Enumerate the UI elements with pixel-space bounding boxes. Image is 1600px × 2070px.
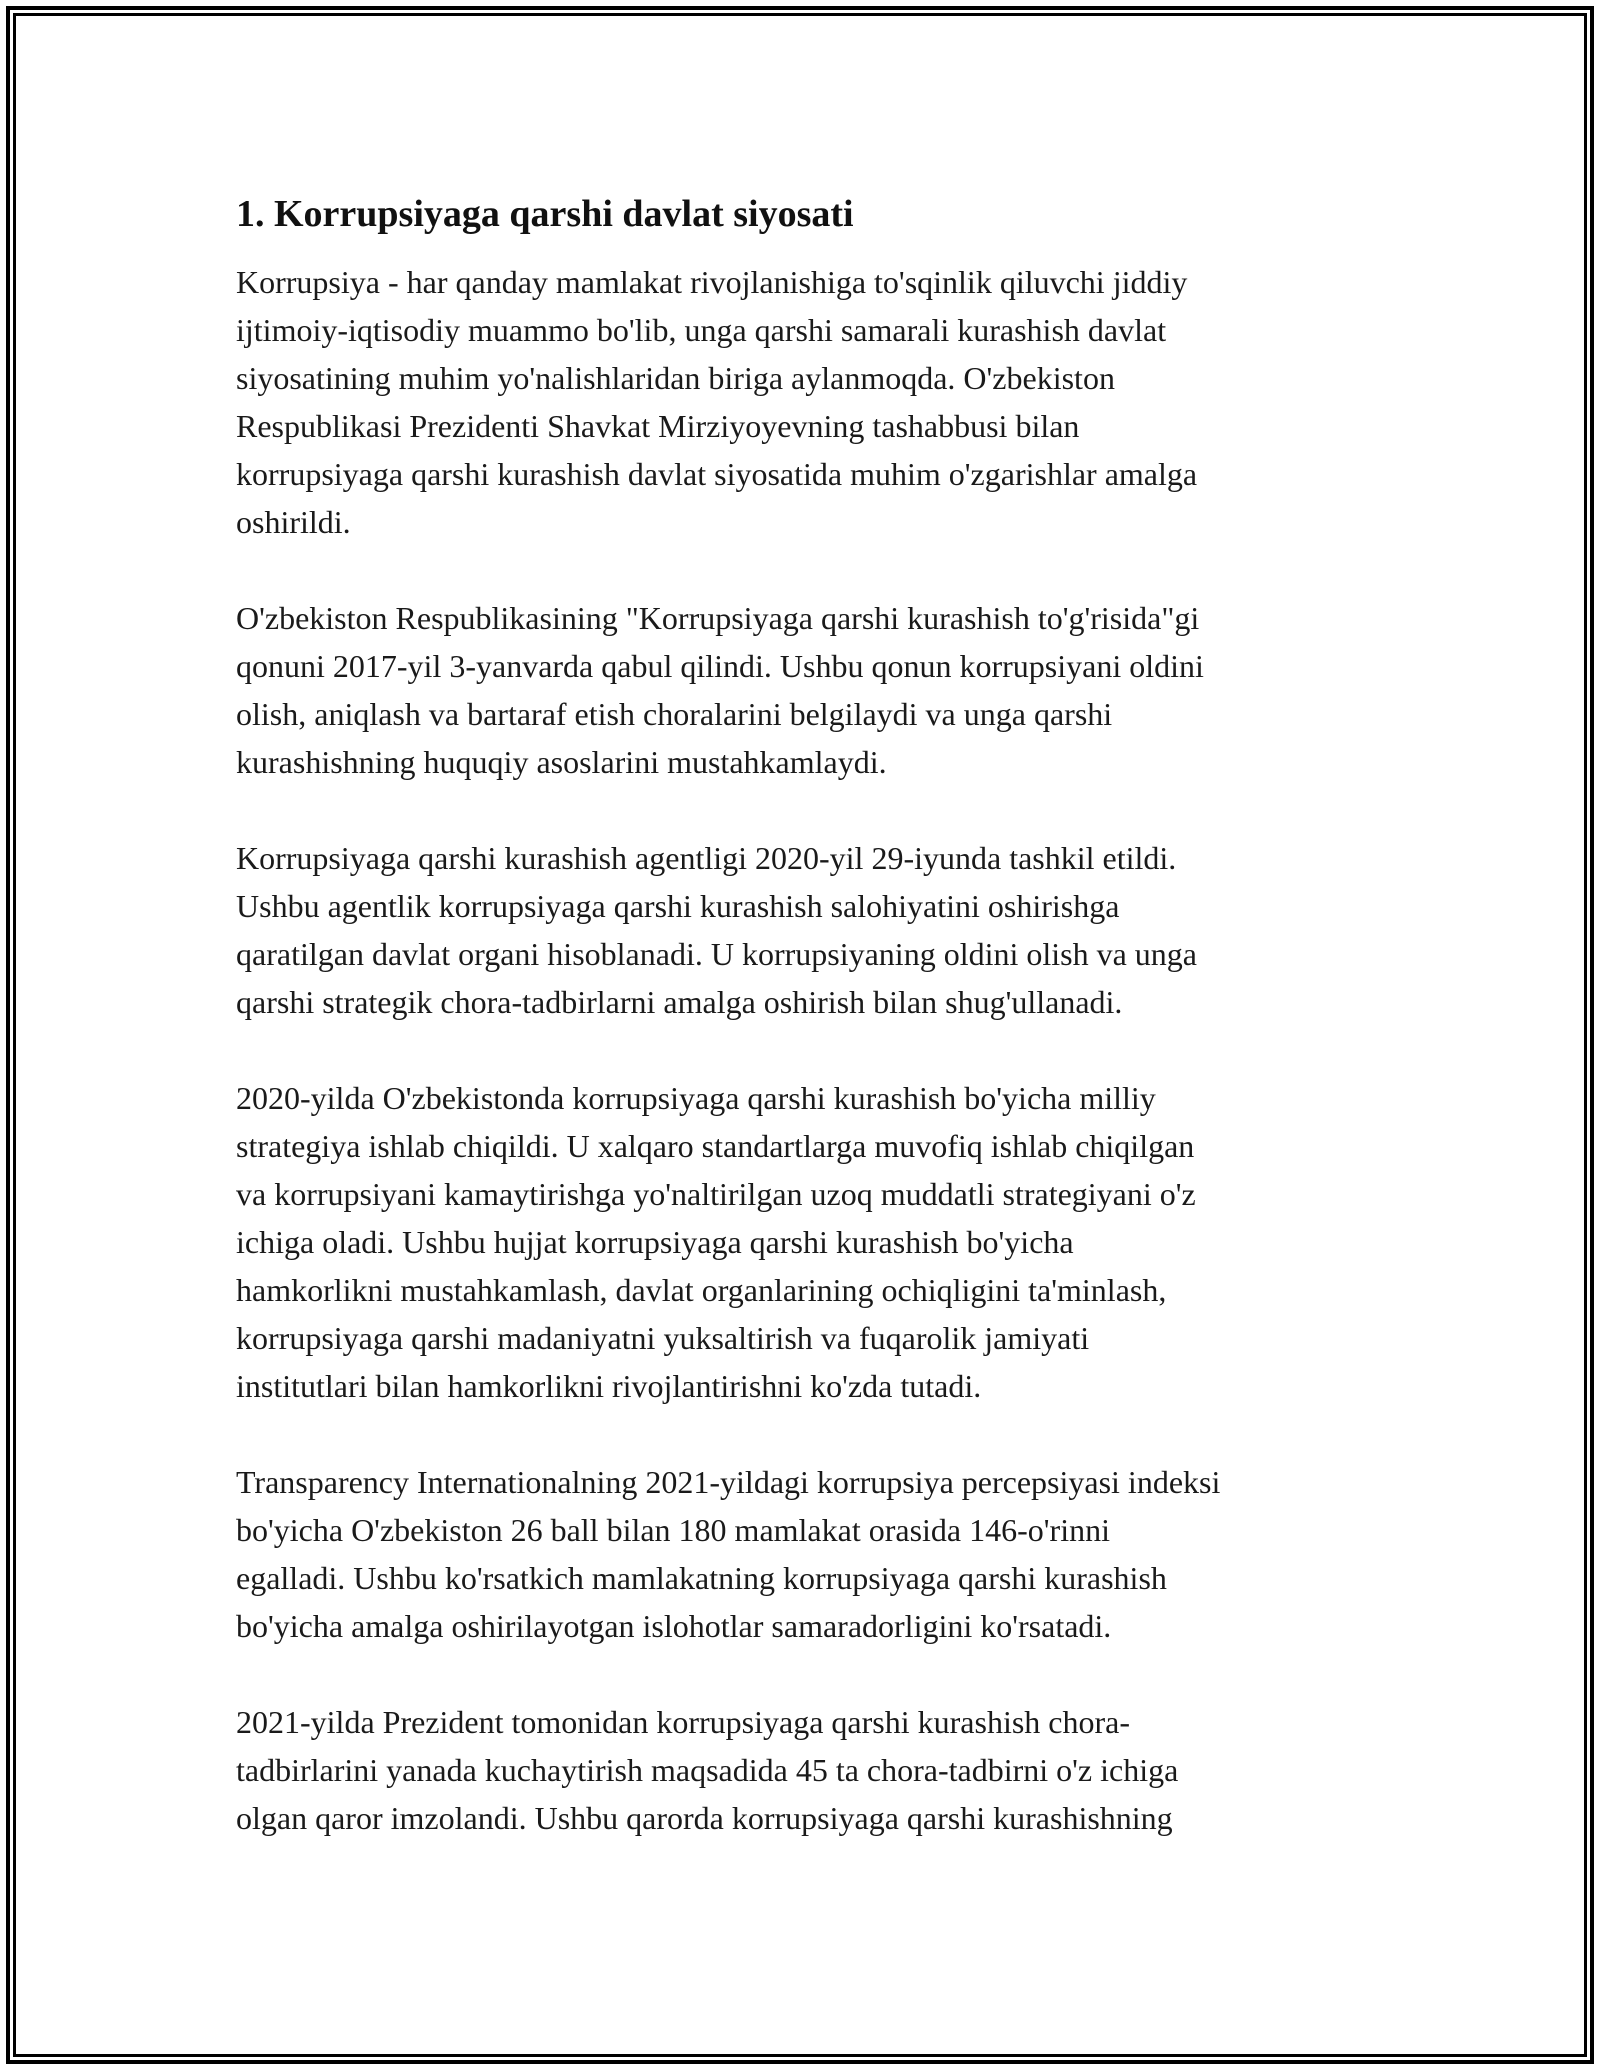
paragraph-decree xyxy=(236,1698,1366,1842)
paragraph-intro xyxy=(236,258,1366,546)
text-line: va korrupsiyani kamaytirishga yo'naltirilgan uzoq muddatli strategiyani o'z xyxy=(236,1176,1196,1212)
text-line: hamkorlikni mustahkamlash, davlat organlarining ochiqligini ta'minlash, xyxy=(236,1272,1167,1308)
text-line: O'zbekiston Respublikasining "Korrupsiyaga qarshi kurashish to'g'risida"gi xyxy=(236,600,1200,636)
paragraph-transparency xyxy=(236,1458,1366,1650)
text-line: Respublikasi Prezidenti Shavkat Mirziyoyevning tashabbusi bilan xyxy=(236,408,1080,444)
text-line: oshirildi. xyxy=(236,504,351,540)
text-line: bo'yicha O'zbekiston 26 ball bilan 180 mamlakat orasida 146-o'rinni xyxy=(236,1512,1110,1548)
text-line: tadbirlarini yanada kuchaytirish maqsadida 45 ta chora-tadbirni o'z ichiga xyxy=(236,1752,1179,1788)
text-line: 2021-yilda Prezident tomonidan korrupsiyaga qarshi kurashish chora- xyxy=(236,1704,1130,1740)
text-line: qonuni 2017-yil 3-yanvarda qabul qilindi. Ushbu qonun korrupsiyani oldini xyxy=(236,648,1204,684)
paragraph-strategy xyxy=(236,1074,1366,1410)
text-line: Ushbu agentlik korrupsiyaga qarshi kurashish salohiyatini oshirishga xyxy=(236,888,1120,924)
text-line: bo'yicha amalga oshirilayotgan islohotlar samaradorligini ko'rsatadi. xyxy=(236,1608,1112,1644)
text-line: qarshi strategik chora-tadbirlarni amalga oshirish bilan shug'ullanadi. xyxy=(236,984,1123,1020)
text-line: olish, aniqlash va bartaraf etish choralarini belgilaydi va unga qarshi xyxy=(236,696,1113,732)
text-line: Transparency Internationalning 2021-yildagi korrupsiya percepsiyasi indeksi xyxy=(236,1464,1221,1500)
text-line: ichiga oladi. Ushbu hujjat korrupsiyaga qarshi kurashish bo'yicha xyxy=(236,1224,1074,1260)
text-line: strategiya ishlab chiqildi. U xalqaro standartlarga muvofiq ishlab chiqilgan xyxy=(236,1128,1195,1164)
text-line: Korrupsiyaga qarshi kurashish agentligi 2020-yil 29-iyunda tashkil etildi. xyxy=(236,840,1177,876)
text-line: 2020-yilda O'zbekistonda korrupsiyaga qarshi kurashish bo'yicha milliy xyxy=(236,1080,1156,1116)
text-line: egalladi. Ushbu ko'rsatkich mamlakatning korrupsiyaga qarshi kurashish xyxy=(236,1560,1167,1596)
document-body xyxy=(236,186,1366,1890)
text-line: korrupsiyaga qarshi kurashish davlat siyosatida muhim o'zgarishlar amalga xyxy=(236,456,1198,492)
text-line: ijtimoiy-iqtisodiy muammo bo'lib, unga qarshi samarali kurashish davlat xyxy=(236,312,1167,348)
paragraph-law xyxy=(236,594,1366,786)
text-line: olgan qaror imzolandi. Ushbu qarorda korrupsiyaga qarshi kurashishning xyxy=(236,1800,1173,1836)
text-line: kurashishning huquqiy asoslarini mustahkamlaydi. xyxy=(236,744,887,780)
text-line: korrupsiyaga qarshi madaniyatni yuksaltirish va fuqarolik jamiyati xyxy=(236,1320,1090,1356)
page-title: 1. Korrupsiyaga qarshi davlat siyosati xyxy=(236,193,854,235)
text-line: qaratilgan davlat organi hisoblanadi. U korrupsiyaning oldini olish va unga xyxy=(236,936,1197,972)
text-line: Korrupsiya - har qanday mamlakat rivojlanishiga to'sqinlik qiluvchi jiddiy xyxy=(236,264,1188,300)
text-line: institutlari bilan hamkorlikni rivojlantirishni ko'zda tutadi. xyxy=(236,1368,982,1404)
text-line: siyosatining muhim yo'nalishlaridan biriga aylanmoqda. O'zbekiston xyxy=(236,360,1115,396)
paragraph-agency xyxy=(236,834,1366,1026)
